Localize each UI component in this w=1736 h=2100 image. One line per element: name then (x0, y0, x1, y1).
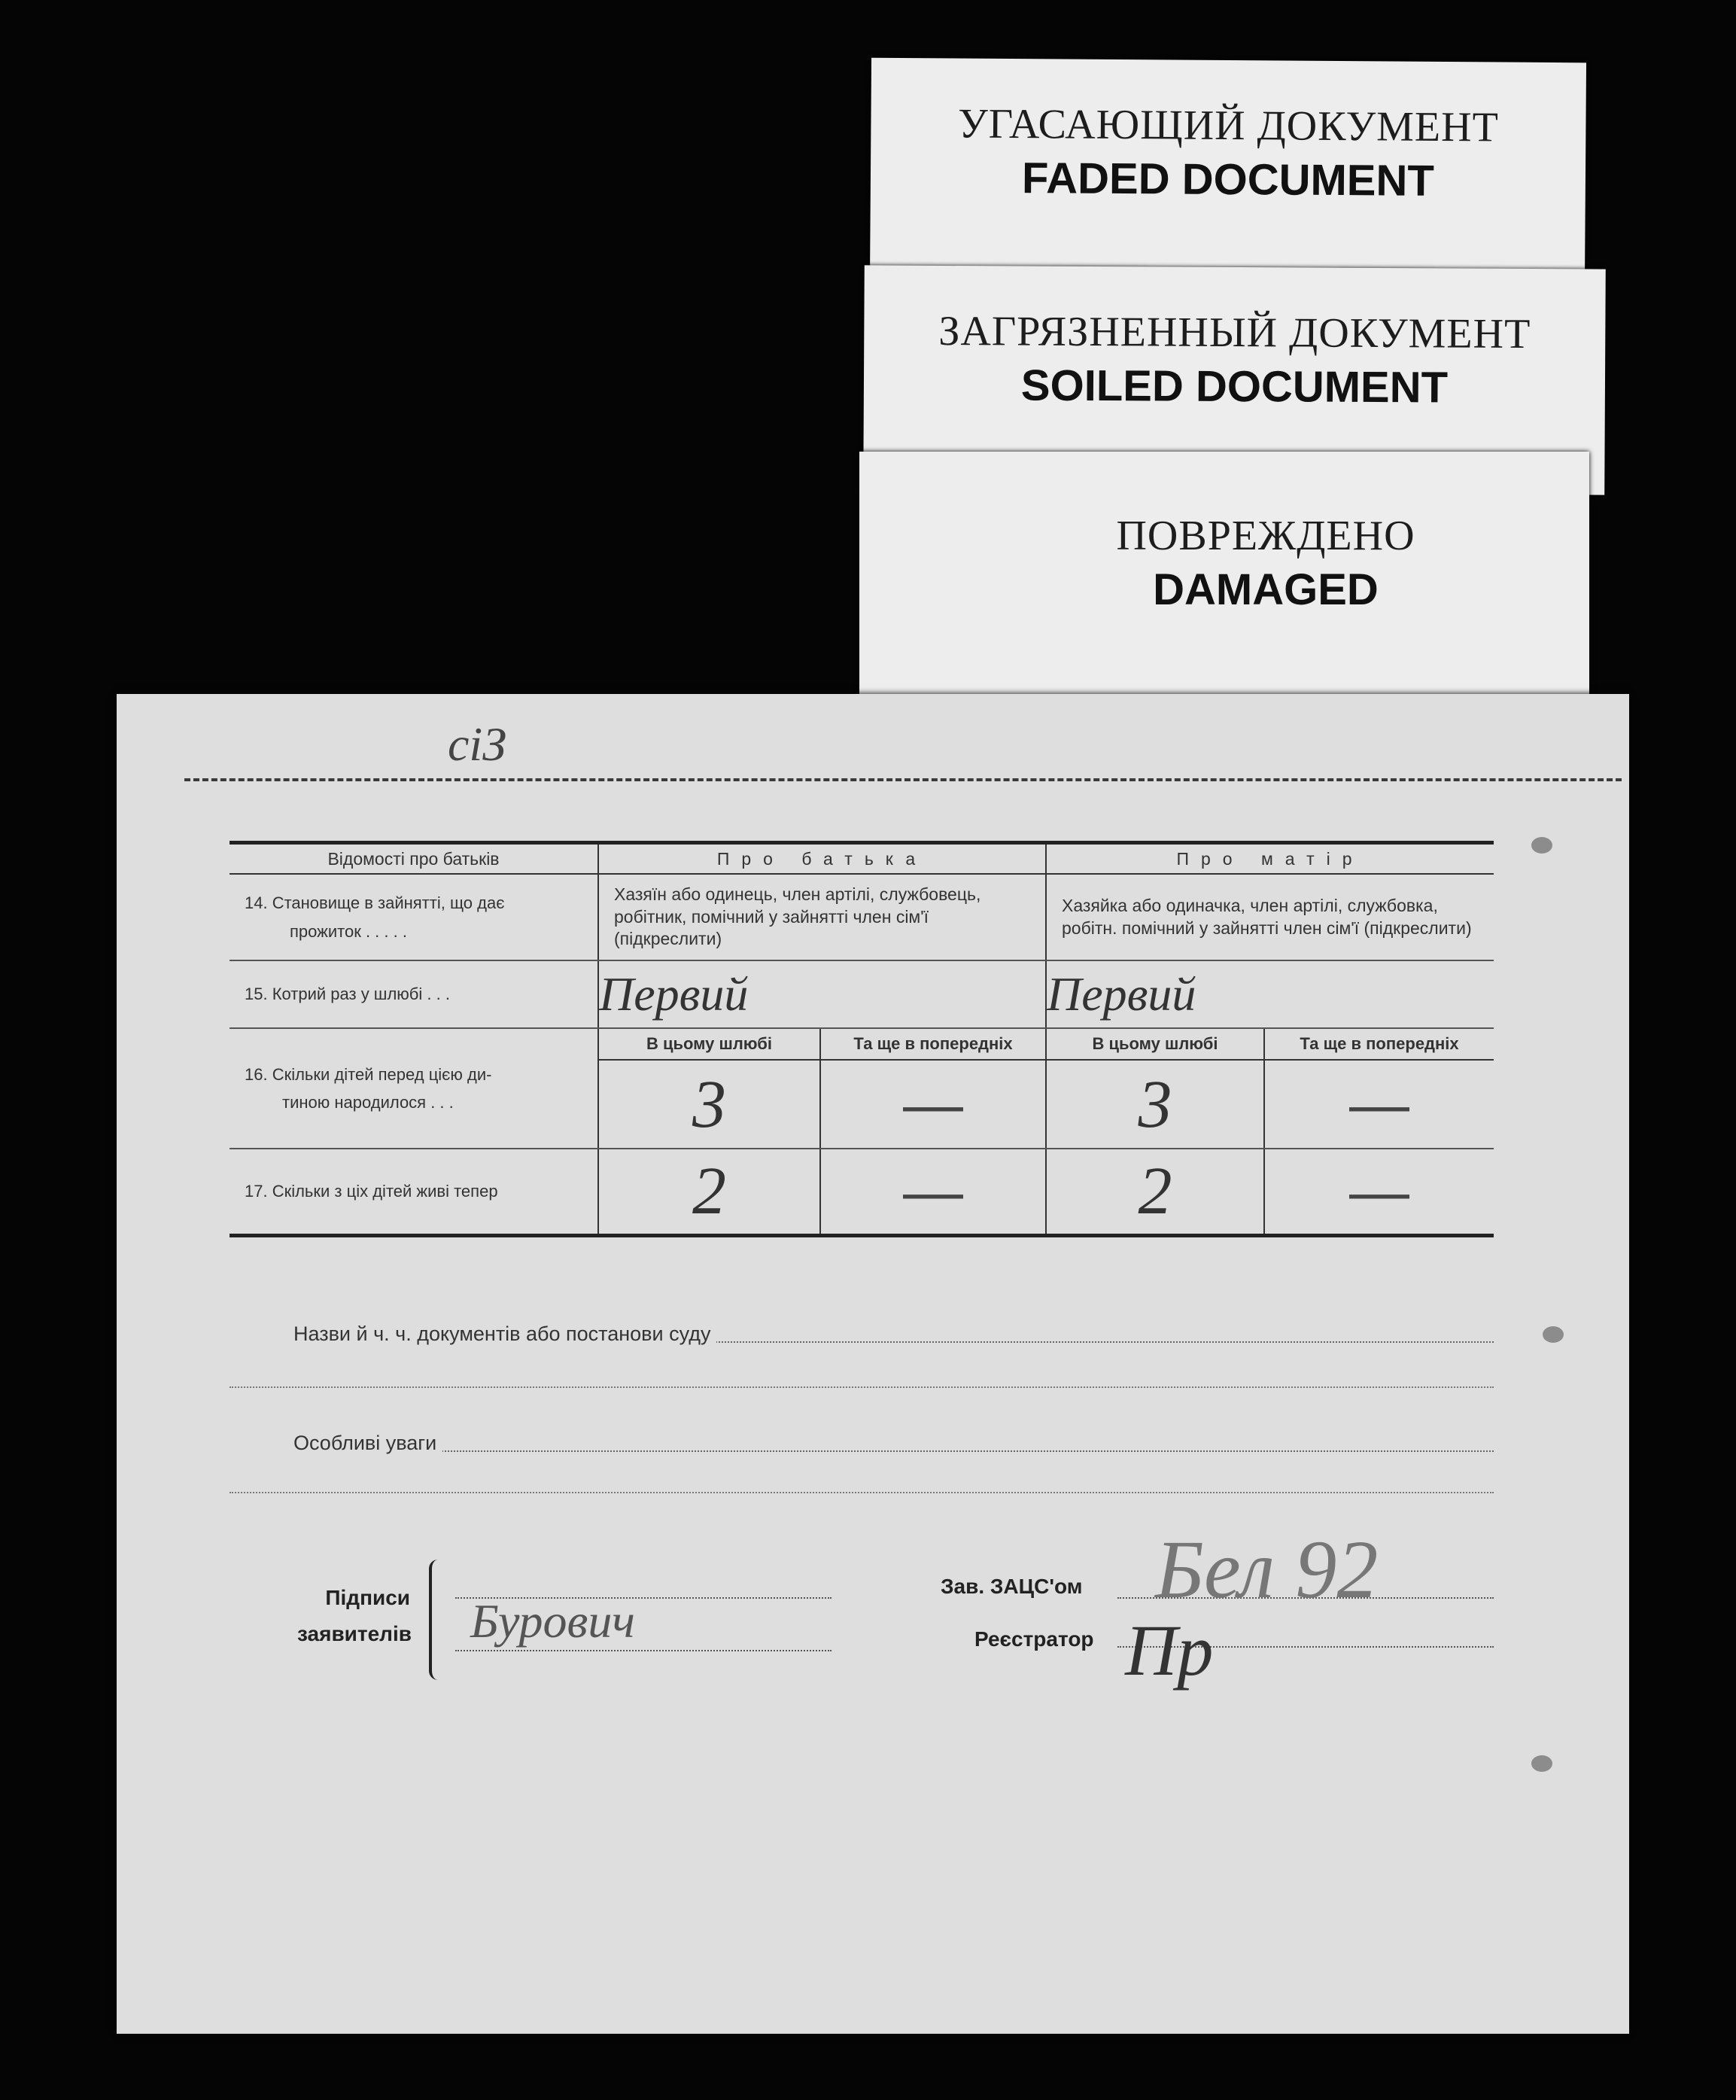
documents-field[interactable] (293, 1322, 1494, 1346)
applicant-signature: Бурович (470, 1594, 635, 1648)
row14-label: 14. Становище в зайнятті, що дає прожиток . . . . . (230, 874, 598, 960)
notes-label: Особливі уваги (293, 1432, 442, 1454)
pencil-mark: ciЗ (448, 717, 506, 771)
header-mother: Про матір (1046, 843, 1494, 875)
subheader-mother-this: В цьому шлюбі (1046, 1028, 1264, 1060)
applicant-signatures-label: Підписи заявителів (297, 1586, 412, 1645)
applicant-signature-line-2[interactable] (455, 1650, 832, 1651)
row17-mother-prev: — (1264, 1149, 1494, 1235)
head-label: Зав. ЗАЦС'ом (941, 1575, 1083, 1598)
notes-extra-line[interactable] (230, 1492, 1494, 1493)
row17-father-this: 2 (598, 1149, 820, 1235)
row16-mother-this: 3 (1046, 1060, 1264, 1149)
row14-mother: Хазяйка або одиначка, член артілі, службовка, робітн. помічний у зайнятті член сім'ї (підкреслити) (1046, 874, 1494, 960)
row16-label: 16. Скільки дітей перед цією ди- тиною народилося . . . (230, 1028, 598, 1149)
row15-label: 15. Котрий раз у шлюбі . . . (230, 960, 598, 1028)
parents-info-table (230, 841, 1494, 1237)
row15-mother: Первий (1046, 960, 1494, 1028)
header-father: Про батька (598, 843, 1046, 875)
punch-hole (1543, 1326, 1564, 1343)
form-page (117, 694, 1629, 2034)
header-parents-info: Відомості про батьків (230, 843, 598, 875)
pencil-annotation: Бел 92 (1155, 1523, 1379, 1615)
perforation-line (184, 778, 1622, 781)
row17-mother-this: 2 (1046, 1149, 1264, 1235)
faded-en-label: FADED DOCUMENT (1021, 154, 1435, 205)
row16-mother-prev: — (1264, 1060, 1494, 1149)
notes-field[interactable] (293, 1432, 1494, 1455)
faded-document-card (870, 58, 1586, 289)
soiled-en-label: SOILED DOCUMENT (1020, 361, 1449, 412)
damaged-document-card (859, 452, 1589, 708)
row17-father-prev: — (820, 1149, 1046, 1235)
row17-label: 17. Скільки з ціх дітей живі тепер (230, 1149, 598, 1235)
signatures-brace (429, 1560, 447, 1680)
punch-hole (1531, 837, 1552, 854)
registrar-signature: Пр (1125, 1610, 1214, 1691)
damaged-ru-label: ПОВРЕЖДЕНО (1116, 513, 1415, 559)
documents-label: Назви й ч. ч. документів або постанови суду (293, 1322, 716, 1345)
row14-father: Хазяїн або одинець, член артілі, службовець, робітник, помічний у зайнятті член сім'ї (підкреслити) (598, 874, 1046, 960)
row15-father: Первий (598, 960, 1046, 1028)
row16-father-prev: — (820, 1060, 1046, 1149)
soiled-ru-label: ЗАГРЯЗНЕННЫЙ ДОКУМЕНТ (938, 307, 1531, 358)
subheader-mother-prev: Та ще в попередніх (1264, 1028, 1494, 1060)
subheader-father-prev: Та ще в попередніх (820, 1028, 1046, 1060)
row16-father-this: 3 (598, 1060, 820, 1149)
registrar-label: Реєстратор (974, 1627, 1094, 1651)
damaged-en-label: DAMAGED (1153, 565, 1379, 614)
faded-ru-label: УГАСАЮЩИЙ ДОКУМЕНТ (957, 100, 1499, 151)
subheader-father-this: В цьому шлюбі (598, 1028, 820, 1060)
documents-extra-line[interactable] (230, 1386, 1494, 1388)
punch-hole (1531, 1755, 1552, 1772)
